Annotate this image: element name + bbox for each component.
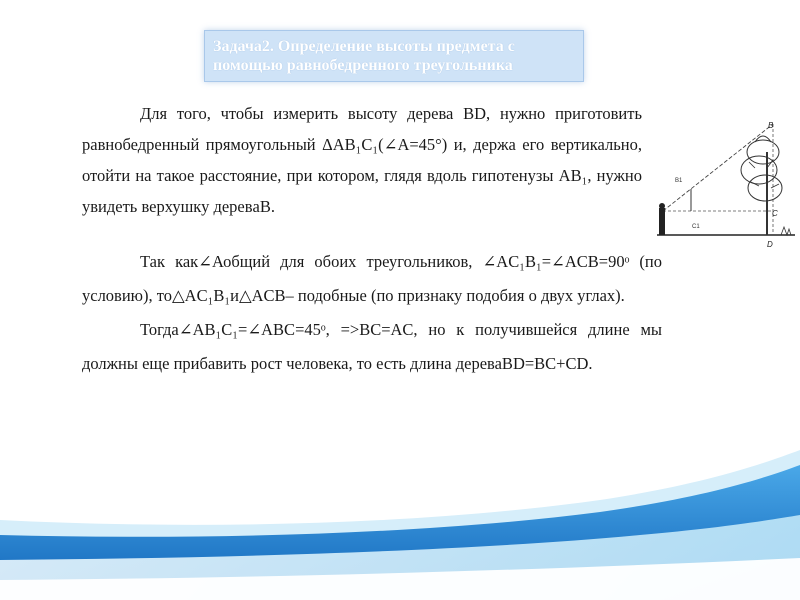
title-box: [204, 30, 584, 82]
decorative-wave-footer: [0, 440, 800, 600]
paragraph-similarity: [82, 245, 662, 313]
person-icon: [659, 203, 665, 235]
label-d: D: [767, 240, 773, 249]
paragraph-1-text: Для того, чтобы измерить высоту дерева BD, нужно приготовить равнобедренный прямоугольный ΔAB₁C₁(∠A=45°) и, держа его вертикально, отойти на такое расстояние, при котором, глядя вдоль гипотенузы AB₁, нужно увидеть верхушку деревaB.: [82, 104, 642, 216]
label-c1: C1: [692, 224, 700, 230]
paragraph-measurement-method: [82, 98, 642, 222]
label-b1: B1: [675, 178, 683, 184]
label-c: C: [772, 209, 778, 218]
paragraph-2-text: Так как∠Аобщий для обоих треугольников, ∠AC₁B₁=∠ACB=90ᵒ (по условию), то△AC₁B₁и△ACB– подобные (по признаку подобия о двух углах).: [82, 252, 662, 305]
tree-icon: [741, 136, 782, 235]
slide-title: Задача2. Определение высоты предмета с помощью равнобедренного треугольника: [213, 38, 515, 74]
paragraph-3-text: Тогда∠AB₁C₁=∠ABC=45ᵒ, =>BC=AC, но к получившейся длине мы должны еще прибавить рост человека, то есть длина дереваBD=BC+CD.: [82, 320, 662, 373]
tree-measurement-diagram: [655, 112, 800, 262]
paragraph-conclusion: [82, 313, 662, 381]
label-b: B: [768, 121, 774, 130]
grass-icon: [781, 227, 791, 235]
line-ab: [663, 124, 773, 211]
